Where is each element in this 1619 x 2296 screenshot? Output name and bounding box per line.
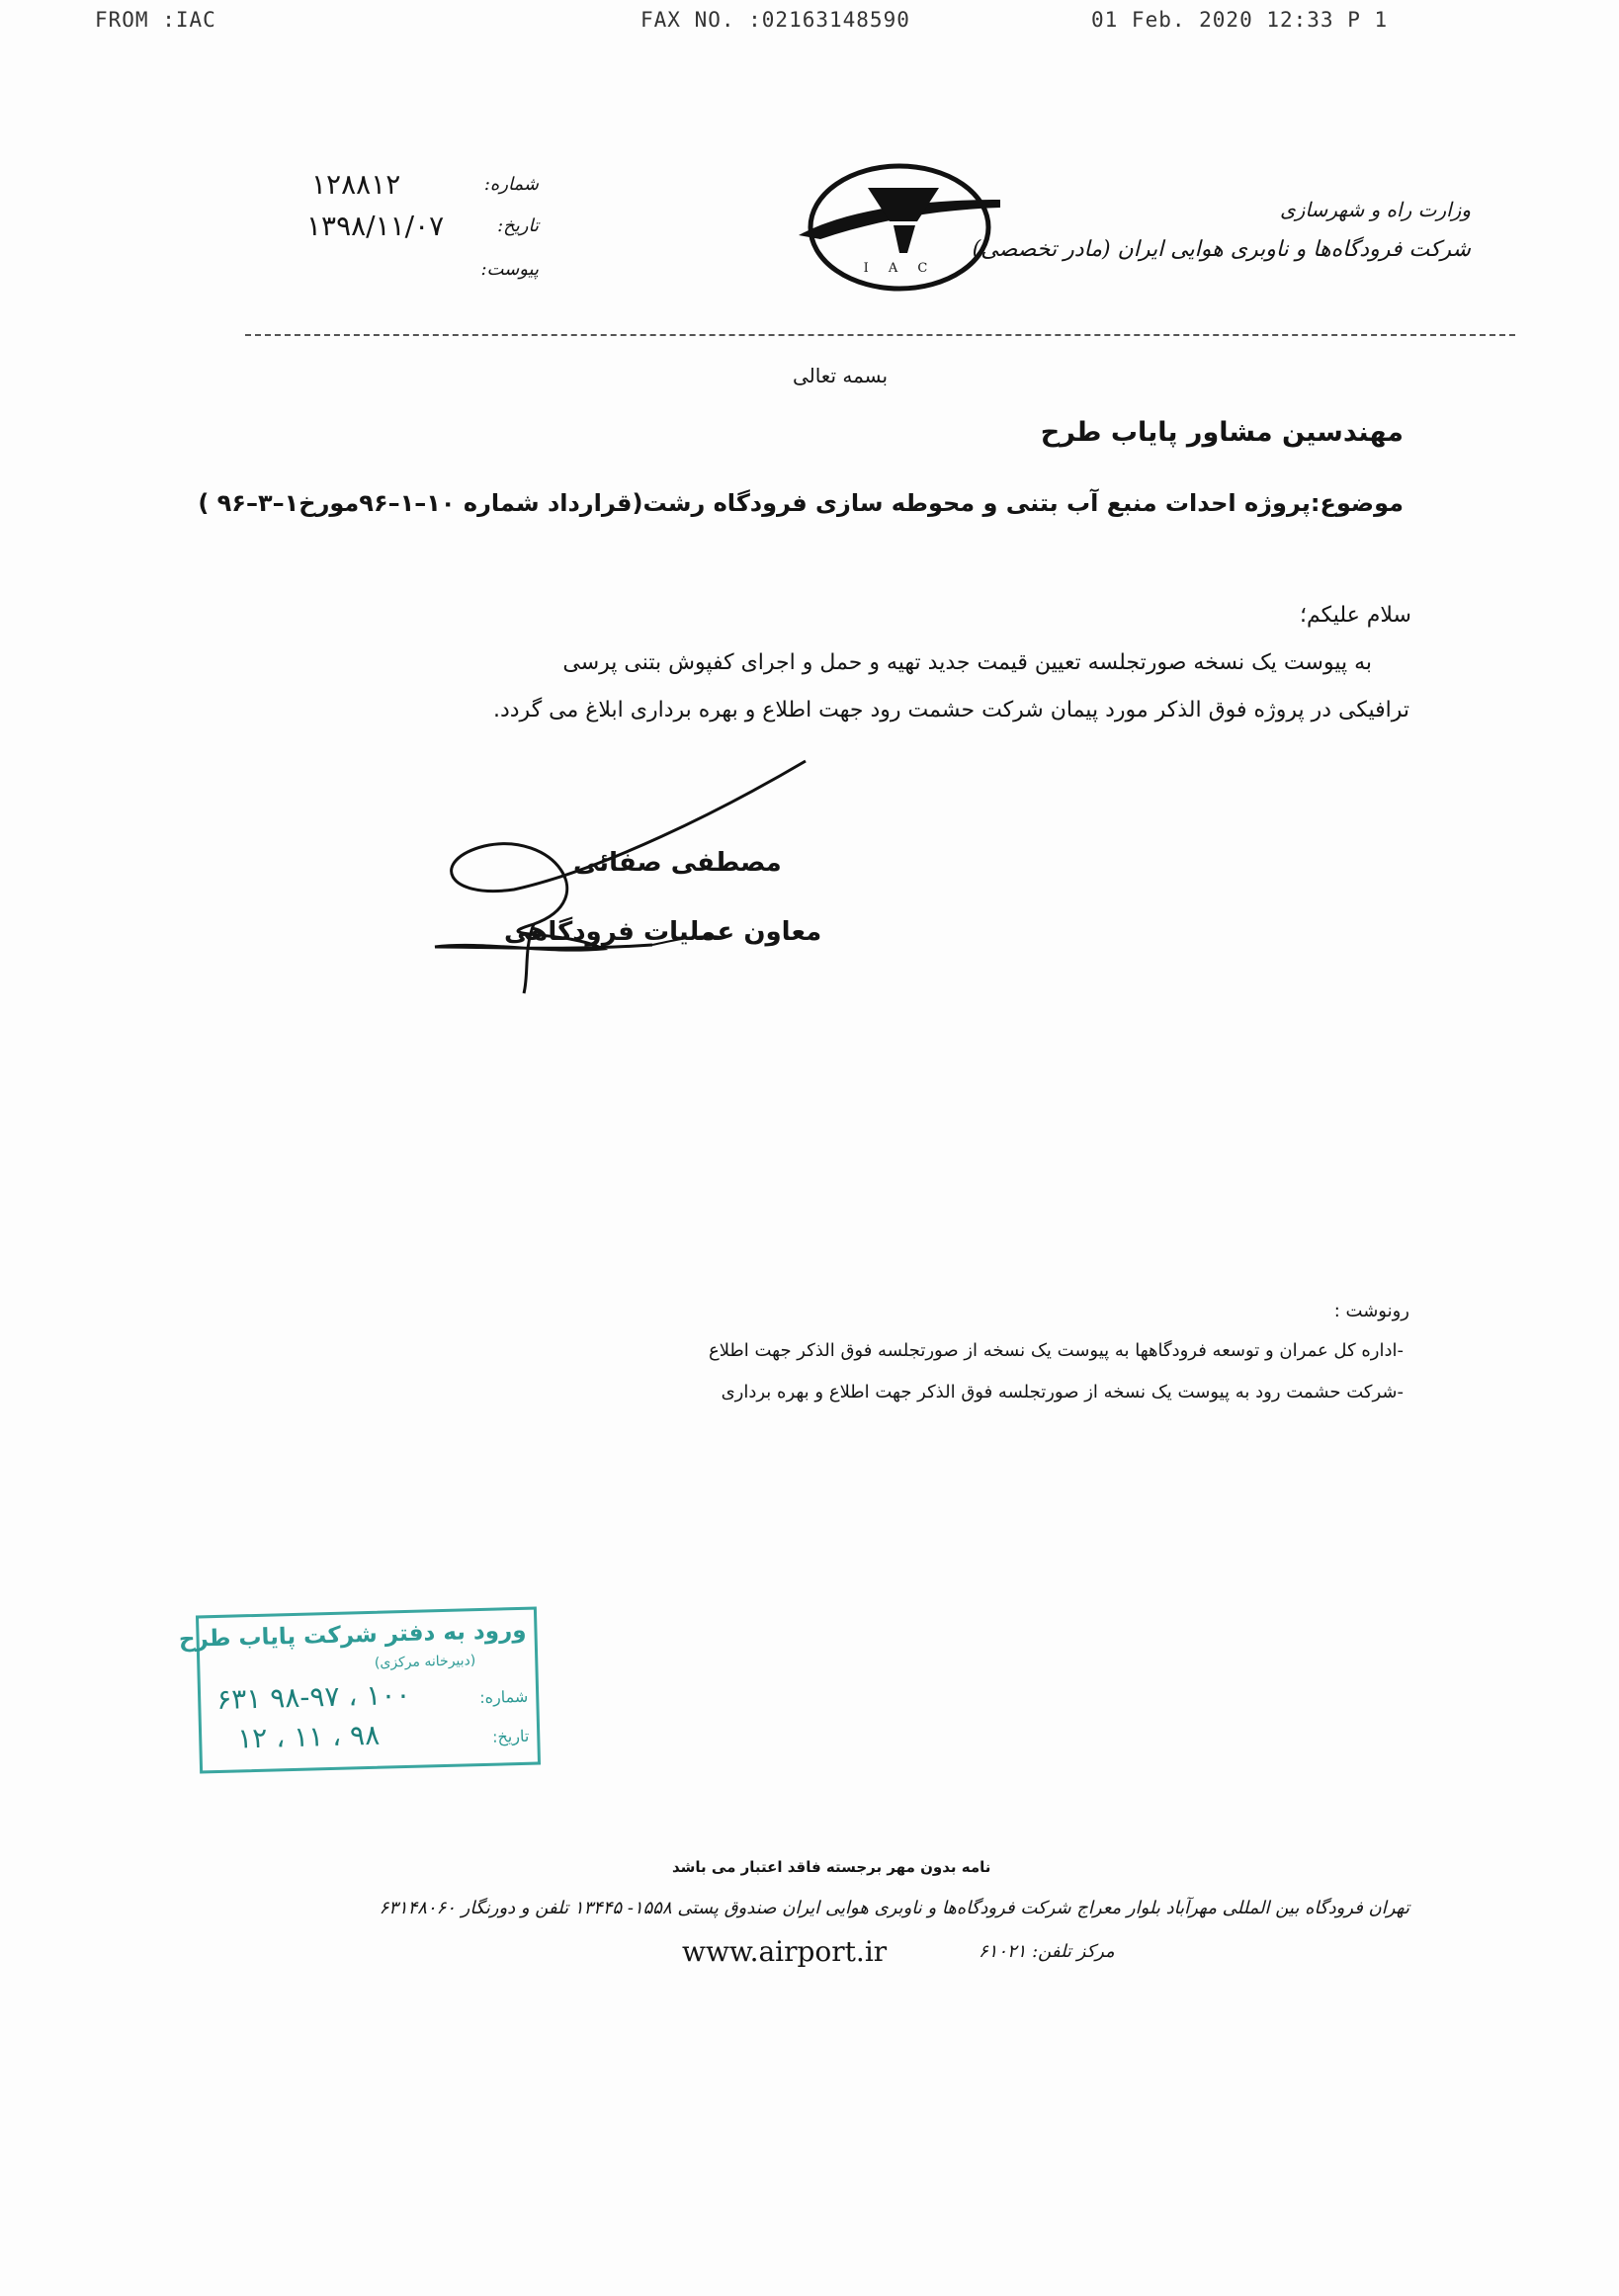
copies-heading: رونوشت : bbox=[1333, 1301, 1409, 1321]
stamp-date-value: ۹۸ ، ۱۱ ، ۱۲ bbox=[236, 1718, 381, 1755]
letter-number-label: شماره: bbox=[483, 174, 539, 195]
stamp-date-label: تاریخ: bbox=[491, 1726, 530, 1746]
stamp-title: ورود به دفتر شرکت پایاب طرح bbox=[178, 1617, 527, 1653]
fax-number: FAX NO. :02163148590 bbox=[640, 8, 910, 32]
logo-text: I A C bbox=[863, 261, 936, 276]
subject: موضوع:پروژه احدات منبع آب بتنی و محوطه سازی فرودگاه رشت(قرارداد شماره ۱۰–۱–۹۶مورخ۱–۳–۹۶ ) bbox=[198, 489, 1404, 517]
body-line-1: به پیوست یک نسخه صورتجلسه تعیین قیمت جدید تهیه و حمل و اجرای کفپوش بتنی پرسی bbox=[562, 650, 1372, 675]
iac-logo-icon bbox=[791, 158, 1008, 297]
copies-line-2: -شرکت حشمت رود به پیوست یک نسخه از صورتجلسه فوق الذکر جهت اطلاع و بهره برداری bbox=[721, 1382, 1404, 1403]
footer-website: www.airport.ir bbox=[682, 1935, 888, 1968]
fax-from: FROM :IAC bbox=[95, 8, 216, 32]
received-stamp bbox=[178, 1607, 541, 1774]
letter-date-value: ۱۳۹۸/۱۱/۰۷ bbox=[306, 210, 445, 242]
letter-attachment-row bbox=[311, 253, 539, 289]
iac-logo bbox=[791, 158, 1008, 297]
header-divider bbox=[245, 334, 1515, 336]
recipient: مهندسین مشاور پایاب طرح bbox=[1040, 417, 1404, 448]
invocation: بسمه تعالی bbox=[792, 364, 889, 387]
letter-date-row bbox=[306, 210, 539, 245]
fax-datetime: 01 Feb. 2020 12:33 P 1 bbox=[1091, 8, 1389, 32]
footer-notice: نامه بدون مهر برجسته فاقد اعتبار می باشد bbox=[672, 1858, 991, 1876]
letter-number-row bbox=[311, 168, 539, 204]
letter-date-label: تاریخ: bbox=[497, 215, 539, 236]
handwritten-signature bbox=[425, 751, 820, 1008]
greeting: سلام علیکم؛ bbox=[1299, 603, 1411, 628]
letter-number-value: ۱۲۸۸۱۲ bbox=[311, 168, 401, 201]
copies-line-1: -اداره کل عمران و توسعه فرودگاهها به پیوست یک نسخه از صورتجلسه فوق الذکر جهت اطلاع bbox=[708, 1340, 1404, 1361]
company-name: شرکت فرودگاه‌ها و ناوبری هوایی ایران (مادر تخصصی) bbox=[972, 237, 1471, 262]
stamp-number-label: شماره: bbox=[478, 1686, 529, 1708]
footer-phone: مرکز تلفن: ۶۱۰۲۱ bbox=[979, 1941, 1115, 1962]
stamp-number-value: ۱۰۰ ، ۹۸-۹۷ ۶۳۱ bbox=[215, 1677, 411, 1717]
signatory-name: مصطفی صفائی bbox=[573, 848, 782, 878]
signatory-title: معاون عملیات فرودگاهی bbox=[504, 917, 822, 947]
footer-address: تهران فرودگاه بین المللی مهرآباد بلوار معراج شرکت فرودگاه‌ها و ناوبری هوایی ایران صندوق پستی ۱۵۵۸- ۱۳۴۴۵ تلفن و دورنگار ۶۳۱۴۸۰۶۰ bbox=[379, 1898, 1409, 1918]
stamp-subtitle: (دبیرخانه مرکزی) bbox=[374, 1653, 476, 1671]
ministry-name: وزارت راه و شهرسازی bbox=[1280, 198, 1471, 221]
letter-attachment-label: پیوست: bbox=[480, 259, 539, 280]
body-line-2: ترافیکی در پروژه فوق الذکر مورد پیمان شرکت حشمت رود جهت اطلاع و بهره برداری ابلاغ می گردد. bbox=[492, 698, 1409, 723]
